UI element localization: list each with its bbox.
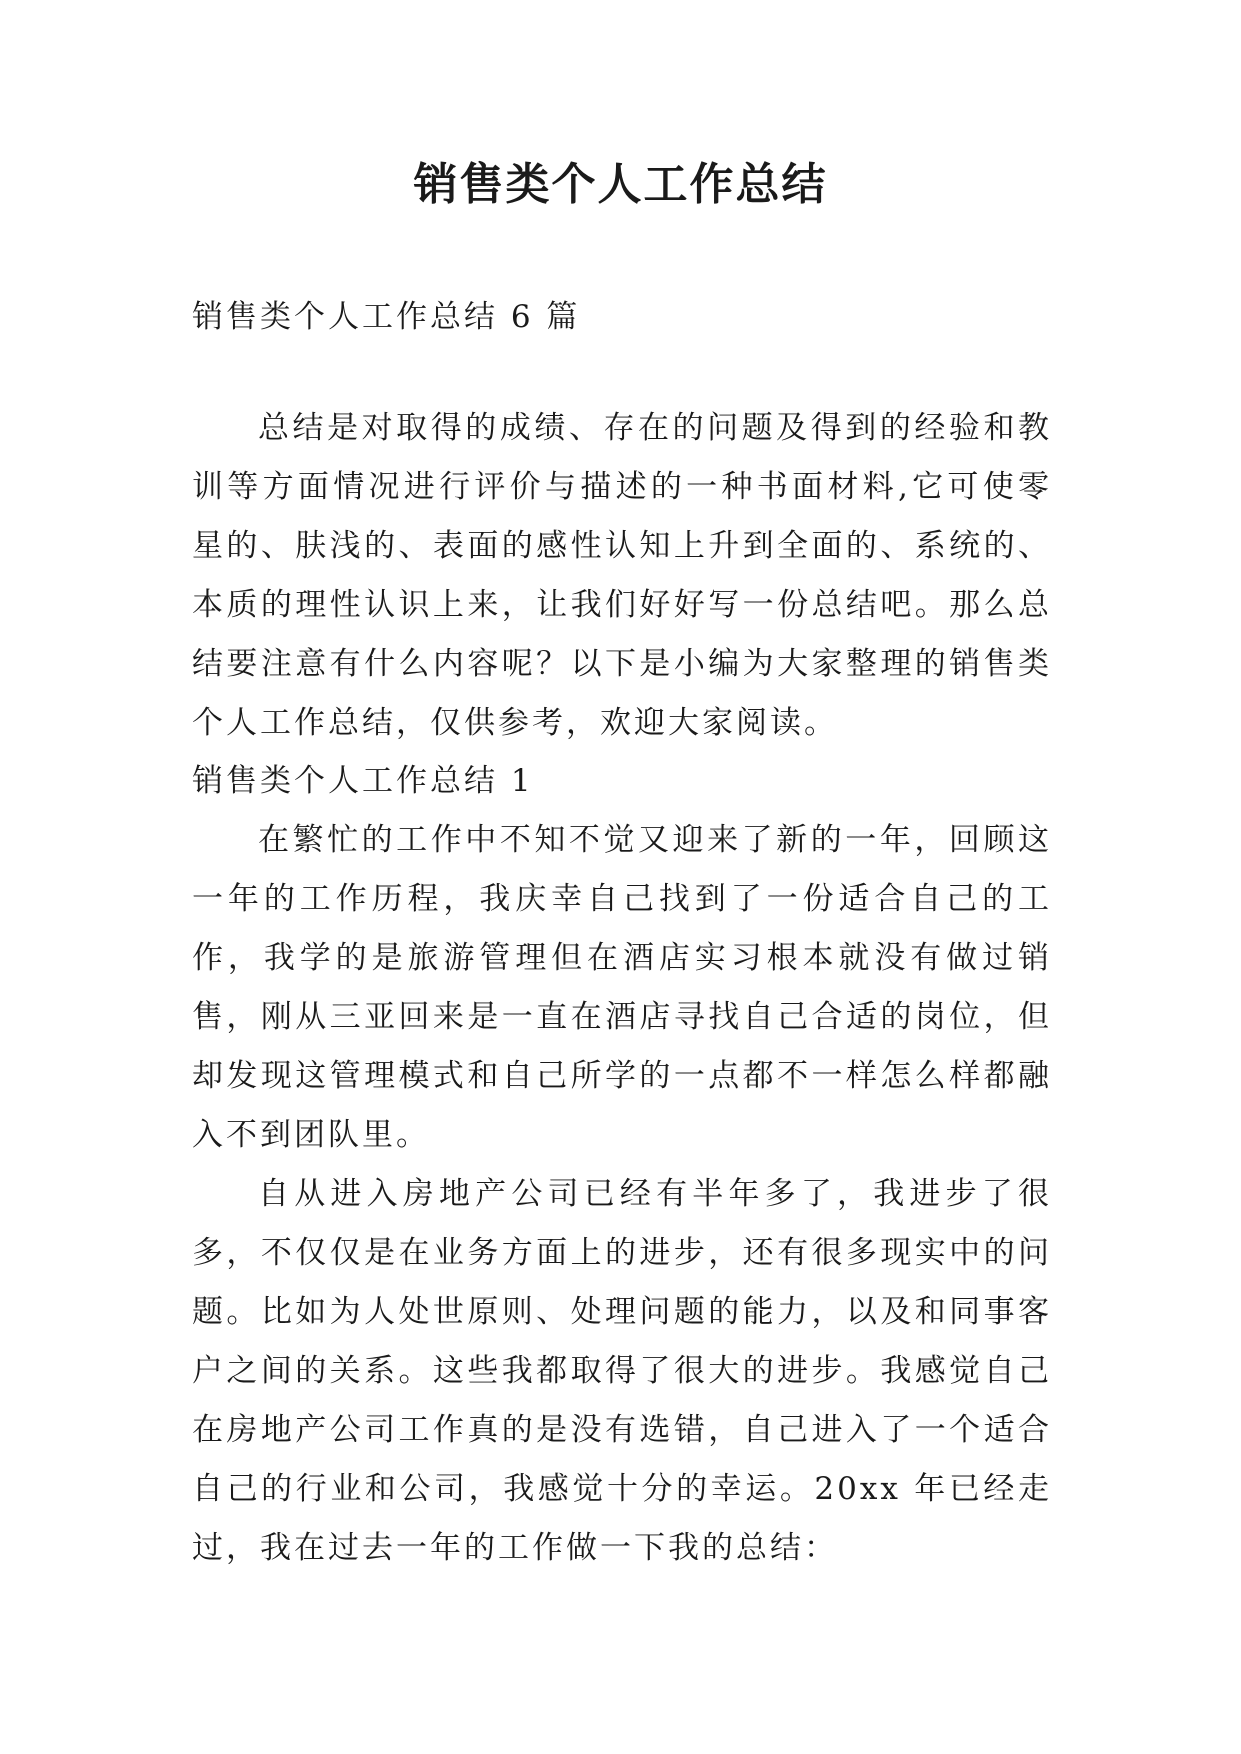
document-title: 销售类个人工作总结 xyxy=(413,159,828,210)
document-subtitle: 销售类个人工作总结 6 篇 xyxy=(192,299,581,335)
body-paragraph: 自从进入房地产公司已经有半年多了，我进步了很多，不仅仅是在业务方面上的进步，还有很多现实中的问题。比如为人处世原则、处理问题的能力，以及和同事客户之间的关系。这些我都取得了很大的进步。我感觉自己在房地产公司工作真的是没有选错，自己进入了一个适合自己的行业和公司，我感觉十分的幸运。20xx 年已经走过，我在过去一年的工作做一下我的总结： xyxy=(192,1176,1052,1566)
section-heading: 销售类个人工作总结 1 xyxy=(192,763,534,799)
intro-paragraph: 总结是对取得的成绩、存在的问题及得到的经验和教训等方面情况进行评价与描述的一种书面材料,它可使零星的、肤浅的、表面的感性认知上升到全面的、系统的、本质的理性认识上来，让我们好好写一份总结吧。那么总结要注意有什么内容呢？以下是小编为大家整理的销售类个人工作总结，仅供参考，欢迎大家阅读。 xyxy=(192,410,1052,741)
body-paragraph: 在繁忙的工作中不知不觉又迎来了新的一年，回顾这一年的工作历程，我庆幸自己找到了一份适合自己的工作，我学的是旅游管理但在酒店实习根本就没有做过销售，刚从三亚回来是一直在酒店寻找自己合适的岗位，但却发现这管理模式和自己所学的一点都不一样怎么样都融入不到团队里。 xyxy=(192,822,1052,1153)
